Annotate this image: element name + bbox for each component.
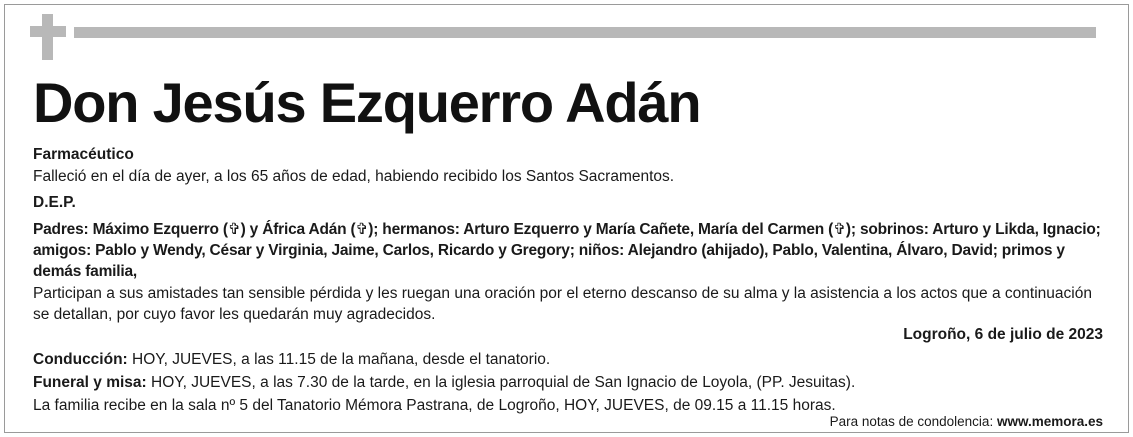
place-date: Logroño, 6 de julio de 2023 [903,326,1103,343]
reception-text: La familia recibe en la sala nº 5 del Tanatorio Mémora Pastrana, de Logroño, HOY, JUEVES, de 09.15 a 11.15 horas. [33,397,836,414]
conduccion-text: HOY, JUEVES, a las 11.15 de la mañana, desde el tanatorio. [127,351,551,368]
conduccion-label: Conducción: [33,351,128,368]
conduccion-line [33,349,1103,370]
funeral-line [33,372,1103,393]
header-rule [74,27,1096,38]
profession: Farmacéutico [33,146,134,163]
participation-text: Participan a sus amistades tan sensible pérdida y les ruegan una oración por el eterno descanso de su alma y la asistencia a los actos que a continuación se detallan, por cuyo favor les quedarán muy agradecidos. [33,285,1092,323]
website-link[interactable]: www.memora.es [996,414,1103,429]
condolence-footer [830,413,1103,430]
death-notice: Falleció en el día de ayer, a los 65 años de edad, habiendo recibido los Santos Sacramentos. [33,168,675,185]
cross-icon [30,14,66,60]
footer-prefix: Para notas de condolencia: [829,414,997,429]
funeral-text: HOY, JUEVES, a las 7.30 de la tarde, en la iglesia parroquial de San Ignacio de Loyola, (PP. Jesuitas). [146,374,856,391]
dep-text: D.E.P. [33,194,76,211]
deceased-name: Don Jesús Ezquerro Adán [33,71,701,134]
family-list: Padres: Máximo Ezquerro (✞) y África Adán (✞); hermanos: Arturo Ezquerro y María Cañete, María del Carmen (✞); sobrinos: Arturo y Likda, Ignacio; amigos: Pablo y Wendy, César y Virginia, Jaime, Carlos, Ricardo y Gregory; niños: Alejandro (ahijado), Pablo, Valentina, Álvaro, David; primos y demás familia, [33,221,1101,280]
funeral-label: Funeral y misa: [33,374,147,391]
